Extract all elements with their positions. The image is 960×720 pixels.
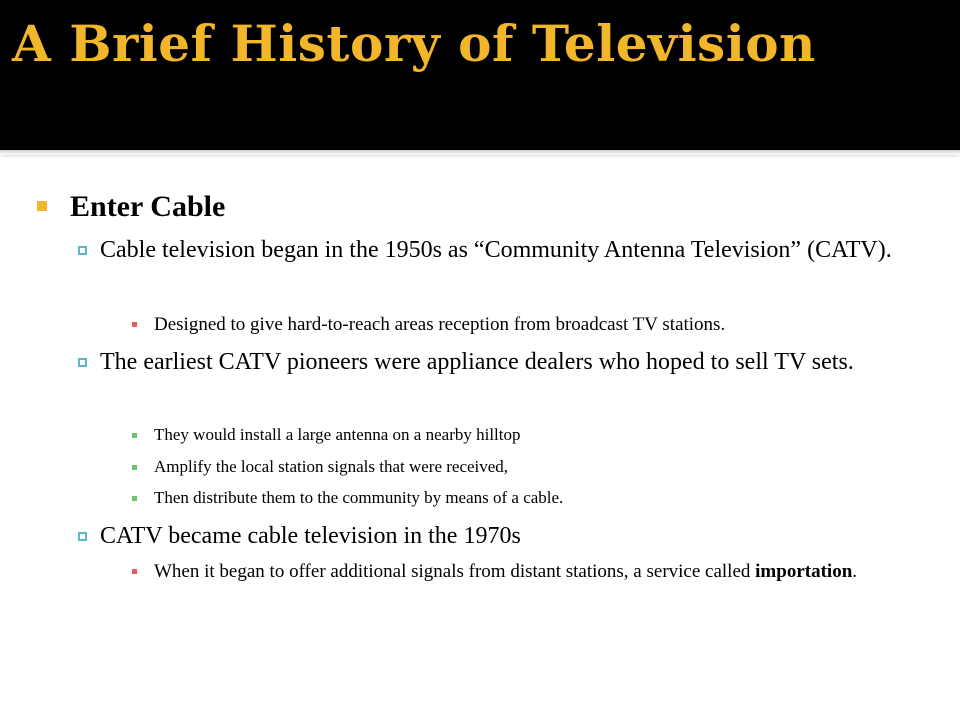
small-square-bullet-icon	[132, 433, 137, 438]
sub-bullet-distribute	[132, 487, 949, 509]
sub-bullet-text: Then distribute them to the community by means of a cable.	[154, 488, 564, 507]
title-bar	[0, 0, 960, 150]
small-square-bullet-icon	[132, 465, 137, 470]
title-divider	[0, 150, 960, 155]
bullet-pioneers	[78, 348, 915, 376]
sub-bullet-text-post: .	[852, 561, 858, 582]
square-bullet-icon	[37, 201, 47, 211]
sub-bullet-antenna	[132, 424, 949, 446]
bullet-text: CATV became cable television in the 1970s	[100, 523, 521, 549]
hollow-square-bullet-icon	[78, 358, 87, 367]
small-square-bullet-icon	[132, 496, 137, 501]
sub-bullet-text: They would install a large antenna on a nearby hilltop	[154, 425, 521, 444]
small-square-bullet-icon	[132, 569, 137, 574]
sub-bullet-text: Designed to give hard-to-reach areas reception from broadcast TV stations.	[154, 314, 726, 335]
sub-bullet-importation	[132, 560, 949, 584]
bullet-cable-began	[78, 236, 915, 264]
hollow-square-bullet-icon	[78, 532, 87, 541]
hollow-square-bullet-icon	[78, 246, 87, 255]
sub-bullet-amplify	[132, 456, 949, 478]
sub-bullet-text: Amplify the local station signals that were received,	[154, 457, 509, 476]
bullet-text: The earliest CATV pioneers were appliance dealers who hoped to sell TV sets.	[100, 349, 854, 375]
slide-title: A Brief History of Television	[12, 14, 816, 73]
small-square-bullet-icon	[132, 322, 137, 327]
bullet-heading	[37, 190, 225, 224]
bullet-1970s	[78, 522, 915, 550]
sub-bullet-text	[154, 560, 949, 584]
bullet-text: Cable television began in the 1950s as “Community Antenna Television” (CATV).	[100, 237, 892, 263]
sub-bullet-text-pre: When it began to offer additional signals from distant stations, a service called	[154, 561, 751, 582]
importation-term: importation	[755, 561, 853, 582]
heading-text: Enter Cable	[70, 190, 226, 223]
sub-bullet-designed	[132, 313, 949, 337]
